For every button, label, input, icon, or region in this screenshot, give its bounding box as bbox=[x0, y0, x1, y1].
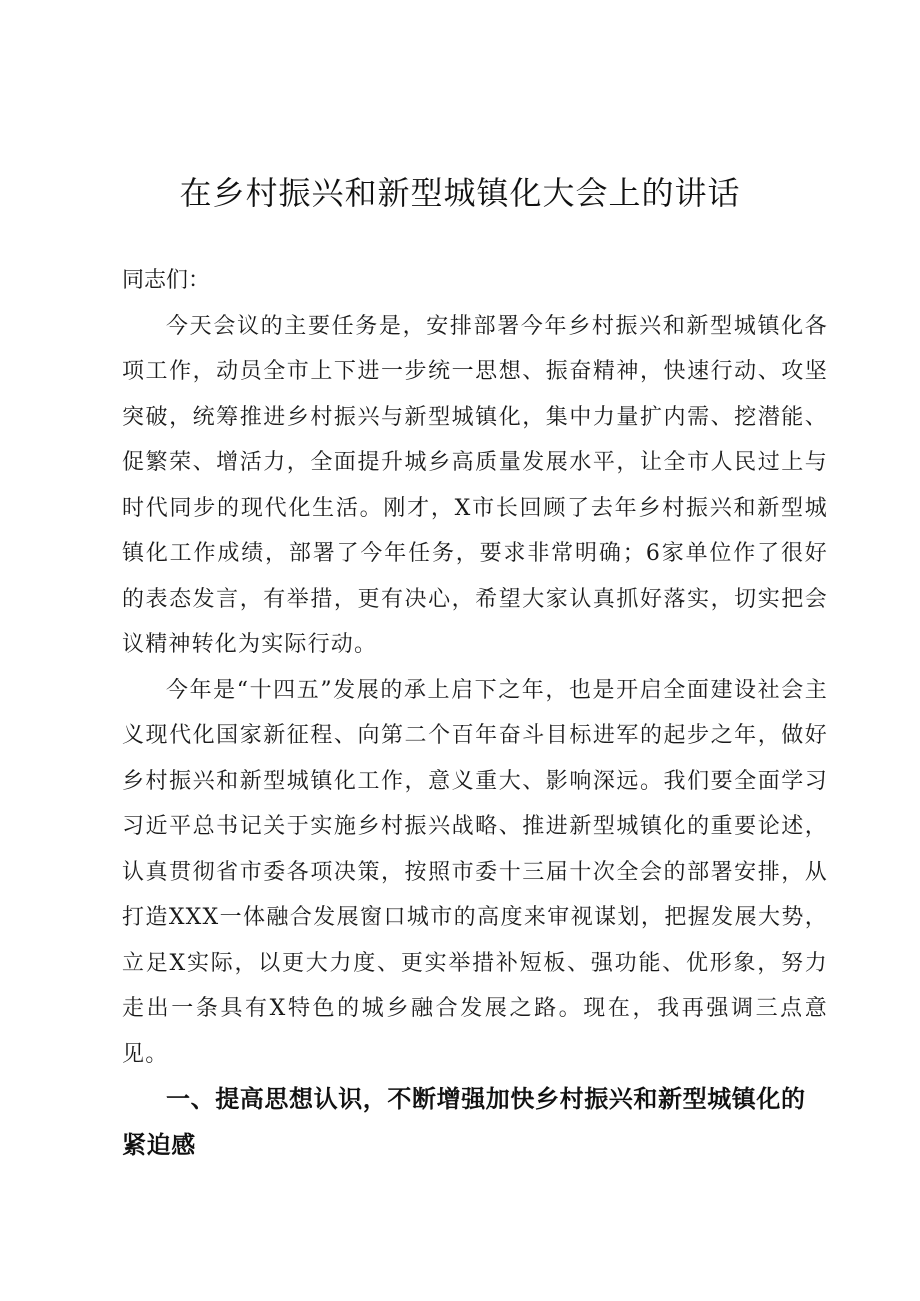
document-title: 在乡村振兴和新型城镇化大会上的讲话 bbox=[179, 174, 741, 212]
paragraph-1: 今天会议的主要任务是，安排部署今年乡村振兴和新型城镇化各项工作，动员全市上下进一步统一思想、振奋精神，快速行动、攻坚突破，统筹推进乡村振兴与新型城镇化，集中力量扩内需、挖潜能、促繁荣、增活力，全面提升城乡高质量发展水平，让全市人民过上与时代同步的现代化生活。刚才，X市长回顾了去年乡村振兴和新型城镇化工作成绩，部署了今年任务，要求非常明确；6家单位作了很好的表态发言，有举措，更有决心，希望大家认真抓好落实，切实把会议精神转化为实际行动。 bbox=[122, 313, 828, 657]
salutation: 同志们： bbox=[122, 268, 211, 293]
paragraph-2: 今年是“十四五”发展的承上启下之年，也是开启全面建设社会主义现代化国家新征程、向第二个百年奋斗目标进军的起步之年，做好乡村振兴和新型城镇化工作，意义重大、影响深远。我们要全面学习习近平总书记关于实施乡村振兴战略、推进新型城镇化的重要论述，认真贯彻省市委各项决策，按照市委十三届十次全会的部署安排，从打造XXX一体融合发展窗口城市的高度来审视谋划，把握发展大势，立足X实际，以更大力度、更实举措补短板、强功能、优形象，努力走出一条具有X特色的城乡融合发展之路。现在，我再强调三点意见。 bbox=[122, 677, 828, 1067]
section-heading-1: 一、提高思想认识，不断增强加快乡村振兴和新型城镇化的紧迫感 bbox=[122, 1085, 806, 1159]
document-body bbox=[122, 258, 828, 1168]
